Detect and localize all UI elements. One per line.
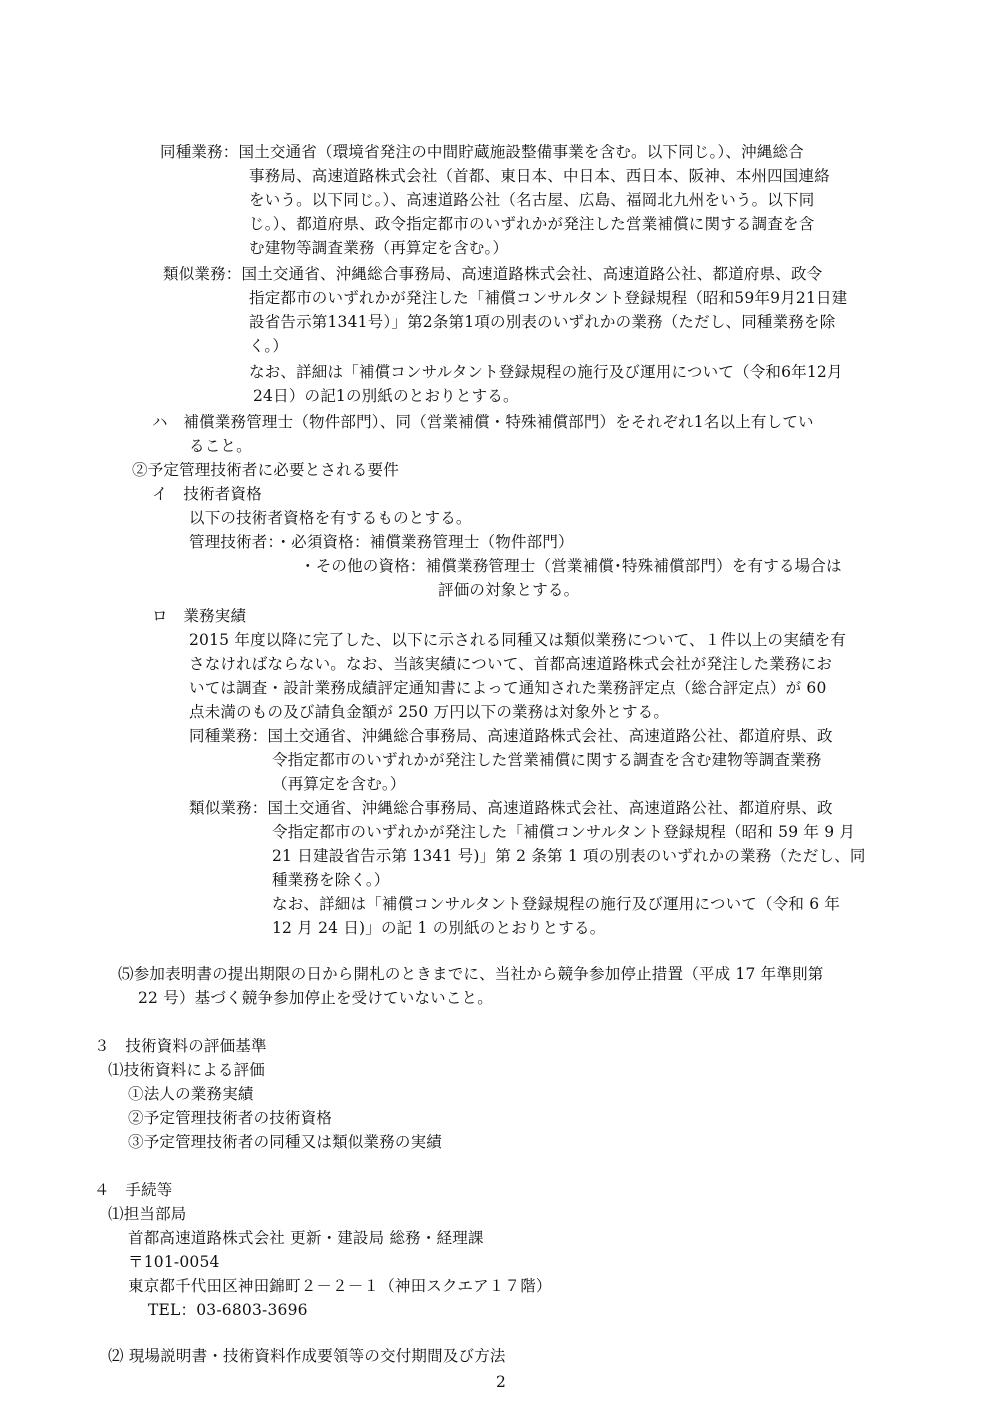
section-4-2-heading: ⑵ 現場説明書・技術資料作成要領等の交付期間及び方法 xyxy=(108,1347,506,1365)
ro-similar-line-4: 種業務を除く。） xyxy=(272,871,390,889)
postal-code: 〒101-0054 xyxy=(128,1253,220,1271)
criterion-3: ③予定管理技術者の同種又は類似業務の実績 xyxy=(128,1133,443,1151)
condition-5-line-1: ⑸参加表明書の提出期限の日から開札のときまでに、当社から競争参加停止措置（平成 17 年準則第 xyxy=(118,965,824,983)
same-type-work-line-5: む建物等調査業務（再算定を含む。） xyxy=(249,239,509,257)
item-ro-text-line-2: さなければならない。なお、当該実績について、首都高速道路株式会社が発注した業務にお xyxy=(189,655,833,673)
similar-work-line-4: く。） xyxy=(249,337,289,355)
item-i-heading: イ 技術者資格 xyxy=(152,485,262,503)
ro-same-type-line-3: （再算定を含む｡） xyxy=(272,775,406,793)
telephone: TEL：03-6803-3696 xyxy=(148,1301,308,1319)
section-3-1-heading: ⑴技術資料による評価 xyxy=(108,1061,266,1079)
similar-work-line-3: 設省告示第1341号）」第2条第1項の別表のいずれかの業務（ただし、同種業務を除 xyxy=(249,313,836,331)
department-name: 首都高速道路株式会社 更新・建設局 総務・経理課 xyxy=(128,1229,484,1247)
page-number: 2 xyxy=(496,1373,507,1391)
section-4-1-heading: ⑴担当部局 xyxy=(108,1205,187,1223)
ro-details-note-line-1: なお、詳細は「補償コンサルタント登録規程の施行及び運用について（令和 6 年 xyxy=(272,895,841,913)
ro-same-type-line-1: 同種業務：国土交通省、沖縄総合事務局、高速道路株式会社、高速道路公社、都道府県、政 xyxy=(189,727,833,745)
criterion-1: ①法人の業務実績 xyxy=(128,1085,254,1103)
manager-qualification-other-line-1: ・その他の資格：補償業務管理士（営業補償･特殊補償部門）を有する場合は xyxy=(300,557,842,575)
manager-qualification-required: 管理技術者：・必須資格：補償業務管理士（物件部門） xyxy=(189,533,574,551)
item-ha-line-1: ハ 補償業務管理士（物件部門）、同（営業補償・特殊補償部門）をそれぞれ1名以上有してい xyxy=(152,413,814,431)
details-note-line-1: なお、詳細は「補償コンサルタント登録規程の施行及び運用について（令和6年12月 xyxy=(249,363,843,381)
section-2-heading: ②予定管理技術者に必要とされる要件 xyxy=(132,461,399,479)
similar-work-line-2: 指定都市のいずれかが発注した「補償コンサルタント登録規程（昭和59年9月21日建 xyxy=(249,289,848,307)
ro-similar-line-1: 類似業務：国土交通省、沖縄総合事務局、高速道路株式会社、高速道路公社、都道府県、政 xyxy=(189,799,833,817)
similar-work-line-1: 類似業務：国土交通省、沖縄総合事務局、高速道路株式会社、高速道路公社、都道府県、政令 xyxy=(163,265,823,283)
address: 東京都千代田区神田錦町２－２－１（神田スクエア１７階） xyxy=(128,1277,552,1295)
item-ro-text-line-4: 点未満のもの及び請負金額が 250 万円以下の業務は対象外とする。 xyxy=(189,703,670,721)
ro-similar-line-3: 21 日建設省告示第 1341 号)」第 2 条第 1 項の別表のいずれかの業務（ただし、同 xyxy=(272,847,866,865)
item-ro-text-line-1: 2015 年度以降に完了した、以下に示される同種又は類似業務について、１件以上の実績を有 xyxy=(189,631,847,649)
item-ro-heading: ロ 業務実績 xyxy=(152,607,247,625)
ro-details-note-line-2: 12 月 24 日)」の記 1 の別紙のとおりとする。 xyxy=(272,919,606,937)
condition-5-line-2: 22 号）基づく競争参加停止を受けていないこと。 xyxy=(138,989,493,1007)
same-type-work-line-1: 同種業務：国土交通省（環境省発注の中間貯蔵施設整備事業を含む。以下同じ。）、沖縄総合 xyxy=(160,143,804,161)
item-i-text: 以下の技術者資格を有するものとする。 xyxy=(189,509,472,527)
manager-qualification-other-line-2: 評価の対象とする。 xyxy=(438,581,580,599)
section-4-heading: ４ 手続等 xyxy=(94,1181,173,1199)
same-type-work-line-3: をいう。以下同じ。）、高速道路公社（名古屋、広島、福岡北九州をいう。以下同 xyxy=(249,191,815,209)
ro-similar-line-2: 令指定都市のいずれかが発注した「補償コンサルタント登録規程（昭和 59 年 9 月 xyxy=(272,823,856,841)
details-note-line-2: 24日）の記1の別紙のとおりとする。 xyxy=(253,387,519,405)
ro-same-type-line-2: 令指定都市のいずれかが発注した営業補償に関する調査を含む建物等調査業務 xyxy=(272,751,822,769)
same-type-work-line-2: 事務局、高速道路株式会社（首都、東日本、中日本、西日本、阪神、本州四国連絡 xyxy=(249,167,830,185)
item-ha-line-2: ること。 xyxy=(189,437,252,455)
criterion-2: ②予定管理技術者の技術資格 xyxy=(128,1109,333,1127)
section-3-heading: ３ 技術資料の評価基準 xyxy=(94,1037,267,1055)
same-type-work-line-4: じ。）、都道府県、政令指定都市のいずれかが発注した営業補償に関する調査を含 xyxy=(249,215,815,233)
item-ro-text-line-3: いては調査・設計業務成績評定通知書によって通知された業務評定点（総合評定点）が 60 xyxy=(189,679,827,697)
